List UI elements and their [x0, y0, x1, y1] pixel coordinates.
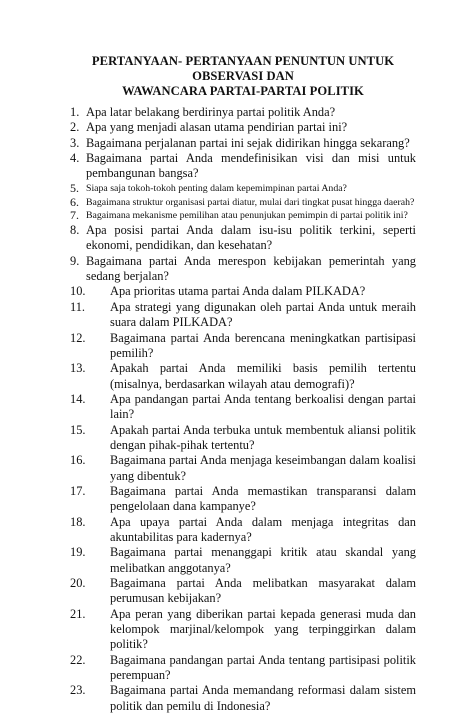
question-text: Apa yang menjadi alasan utama pendirian partai ini? [86, 120, 348, 135]
question-number: 6. [70, 194, 79, 209]
question-item [70, 423, 416, 454]
question-number: 19. [70, 545, 86, 560]
question-text: Bagaimana pandangan partai Anda tentang partisipasi politik perempuan? [110, 652, 416, 683]
question-number: 12. [70, 330, 86, 345]
question-text: Bagaimana partai Anda mendefinisikan visi dan misi untuk pembangunan bangsa? [86, 151, 416, 181]
question-text: Bagaimana struktur organisasi partai diatur, mulai dari tingkat pusat hingga daerah? [86, 196, 415, 208]
question-number: 11. [70, 299, 86, 314]
question-number: 15. [70, 422, 86, 437]
document-title [70, 54, 416, 99]
question-item [70, 151, 416, 182]
question-number: 8. [70, 223, 80, 238]
question-text: Siapa saja tokoh-tokoh penting dalam kepemimpinan partai Anda? [86, 182, 347, 194]
question-number: 23. [70, 683, 86, 698]
question-number: 9. [70, 253, 80, 268]
question-number: 13. [70, 361, 86, 376]
question-item [70, 284, 416, 299]
question-text: Apakah partai Anda terbuka untuk membentuk aliansi politik dengan pihak-pihak tertentu? [110, 422, 416, 452]
question-item [70, 484, 416, 515]
question-item [70, 545, 416, 576]
question-number: 5. [70, 180, 79, 195]
question-item [70, 576, 416, 607]
question-text: Bagaimana partai Anda memandang reformasi dalam sistem politik dan pemilu di Indonesia? [110, 683, 416, 713]
question-number: 3. [70, 135, 80, 150]
question-item [70, 361, 416, 392]
question-item [70, 223, 416, 254]
question-item [70, 136, 416, 151]
question-text: Apa pandangan partai Anda tentang berkoalisi dengan partai lain? [110, 391, 416, 422]
question-number: 7. [70, 208, 79, 223]
question-text: Apa posisi partai Anda dalam isu-isu politik terkini, seperti ekonomi, pendidikan, dan kesehatan? [86, 223, 416, 253]
question-text: Bagaimana partai Anda merespon kebijakan pemerintah yang sedang berjalan? [86, 253, 416, 284]
question-text: Apa strategi yang digunakan oleh partai Anda untuk meraih suara dalam PILKADA? [110, 299, 416, 330]
question-item [70, 300, 416, 331]
question-number: 18. [70, 514, 86, 529]
question-text: Apa peran yang diberikan partai kepada generasi muda dan kelompok marjinal/kelompok yang terpinggirkan dalam politik? [110, 606, 416, 652]
question-item [70, 515, 416, 546]
question-text: Apa latar belakang berdirinya partai politik Anda? [86, 105, 336, 119]
question-item [70, 182, 416, 196]
question-text: Bagaimana perjalanan partai ini sejak didirikan hingga sekarang? [86, 135, 410, 150]
question-text: Bagaimana partai Anda memastikan transparansi dalam pengelolaan dana kampanye? [110, 483, 416, 514]
question-item [70, 196, 416, 210]
question-item [70, 105, 416, 120]
title-line-1: PERTANYAAN- PERTANYAAN PENUNTUN UNTUK OBSERVASI DAN [91, 54, 395, 83]
question-text: Bagaimana partai Anda melibatkan masyarakat dalam perumusan kebijakan? [110, 576, 416, 606]
question-number: 1. [70, 105, 80, 119]
question-number: 16. [70, 453, 86, 468]
question-text: Apakah partai Anda memiliki basis pemilih tertentu (misalnya, berdasarkan wilayah atau demografi)? [110, 361, 416, 391]
question-list [70, 105, 416, 714]
question-text: Bagaimana partai Anda menjaga keseimbangan dalam koalisi yang dibentuk? [110, 453, 416, 483]
question-number: 21. [70, 606, 86, 621]
question-number: 22. [70, 652, 86, 667]
question-text: Bagaimana partai menanggapi kritik atau skandal yang melibatkan anggotanya? [110, 545, 416, 575]
question-item [70, 331, 416, 362]
question-text: Apa upaya partai Anda dalam menjaga integritas dan akuntabilitas para kadernya? [110, 514, 416, 544]
question-item [70, 683, 416, 714]
question-text: Bagaimana mekanisme pemilihan atau penunjukan pemimpin di partai politik ini? [86, 210, 408, 222]
question-number: 4. [70, 151, 80, 166]
question-item [70, 209, 416, 223]
question-item [70, 453, 416, 484]
question-text: Apa prioritas utama partai Anda dalam PILKADA? [110, 284, 366, 299]
question-item [70, 120, 416, 135]
question-number: 10. [70, 284, 86, 299]
question-item [70, 607, 416, 653]
question-item [70, 653, 416, 684]
title-line-2: WAWANCARA PARTAI-PARTAI POLITIK [122, 84, 364, 98]
question-number: 14. [70, 391, 86, 406]
question-item [70, 254, 416, 285]
question-number: 20. [70, 576, 86, 591]
question-number: 2. [70, 120, 80, 135]
question-number: 17. [70, 483, 86, 498]
question-item [70, 392, 416, 423]
question-text: Bagaimana partai Anda berencana meningkatkan partisipasi pemilih? [110, 330, 416, 360]
